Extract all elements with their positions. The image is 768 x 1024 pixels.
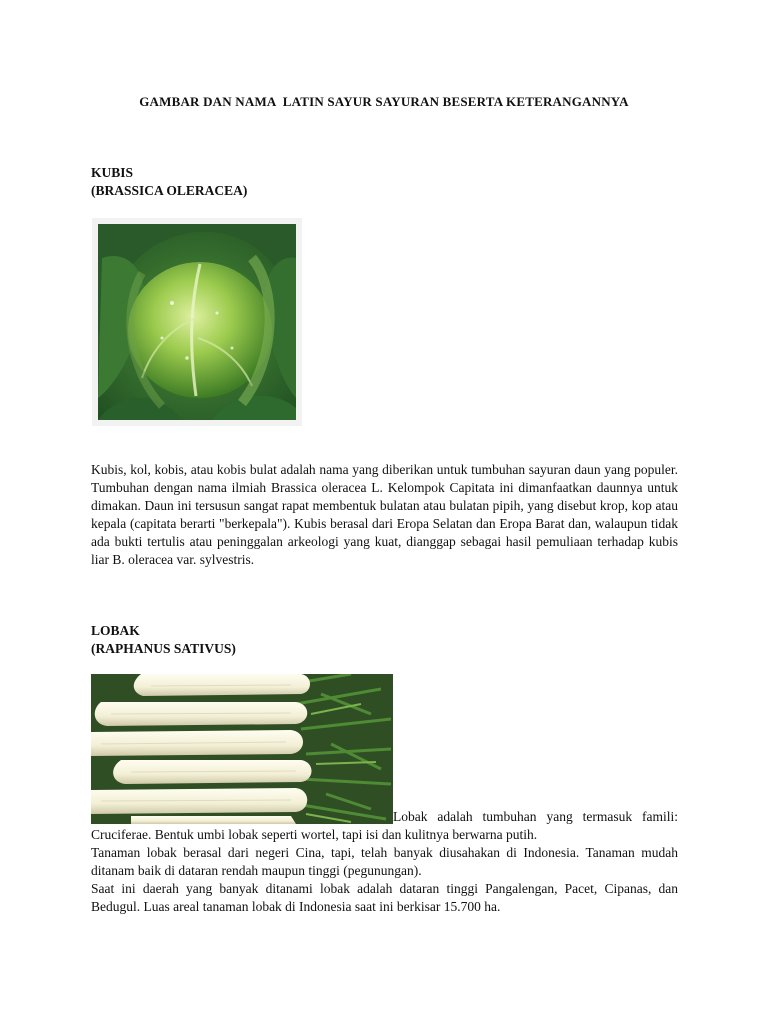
document-title: GAMBAR DAN NAMA LATIN SAYUR SAYURAN BESERTA KETERANGANNYA — [139, 94, 629, 109]
lobak-paragraph-3: Saat ini daerah yang banyak ditanami lobak adalah dataran tinggi Pangalengan, Pacet, Cipanas, dan Bedugul. Luas areal tanaman lobak di Indonesia saat ini berkisar 15.700 ha. — [91, 881, 678, 914]
cabbage-image — [92, 218, 302, 426]
kubis-description — [91, 461, 678, 569]
lobak-latin-name: (RAPHANUS SATIVUS) — [91, 641, 236, 656]
kubis-name: KUBIS — [91, 165, 134, 180]
kubis-paragraph: Kubis, kol, kobis, atau kobis bulat adalah nama yang diberikan untuk tumbuhan sayuran daun yang populer. Tumbuhan dengan nama ilmiah Brassica oleracea L. Kelompok Capitata ini dimanfaatkan daunnya untuk dimakan. Daun ini tersusun sangat rapat membentuk bulatan atau bulatan pipih, yang disebut krop, kop atau kepala (capitata berarti "berkepala"). Kubis berasal dari Eropa Selatan dan Eropa Barat dan, walaupun tidak ada bukti tertulis atau peninggalan arkeologi yang kuat, dianggap sebagai hasil pemuliaan terhadap kubis liar B. oleracea var. sylvestris. — [91, 462, 678, 567]
section-heading-lobak — [91, 622, 236, 658]
lobak-description — [91, 808, 678, 916]
section-heading-kubis — [91, 164, 247, 200]
lobak-paragraph-2: Tanaman lobak berasal dari negeri Cina, tapi, telah banyak diusahakan di Indonesia. Tanaman mudah ditanam baik di dataran rendah maupun tinggi (pegunungan). — [91, 845, 678, 878]
radish-photo — [91, 674, 393, 824]
cabbage-photo — [92, 218, 302, 426]
kubis-latin-name: (BRASSICA OLERACEA) — [91, 183, 248, 198]
radish-image — [91, 674, 393, 824]
lobak-paragraph-1: Lobak adalah tumbuhan yang termasuk famili: Cruciferae. Bentuk umbi lobak seperti wortel, tapi isi dan kulitnya berwarna putih. — [91, 809, 678, 842]
lobak-name: LOBAK — [91, 623, 140, 638]
